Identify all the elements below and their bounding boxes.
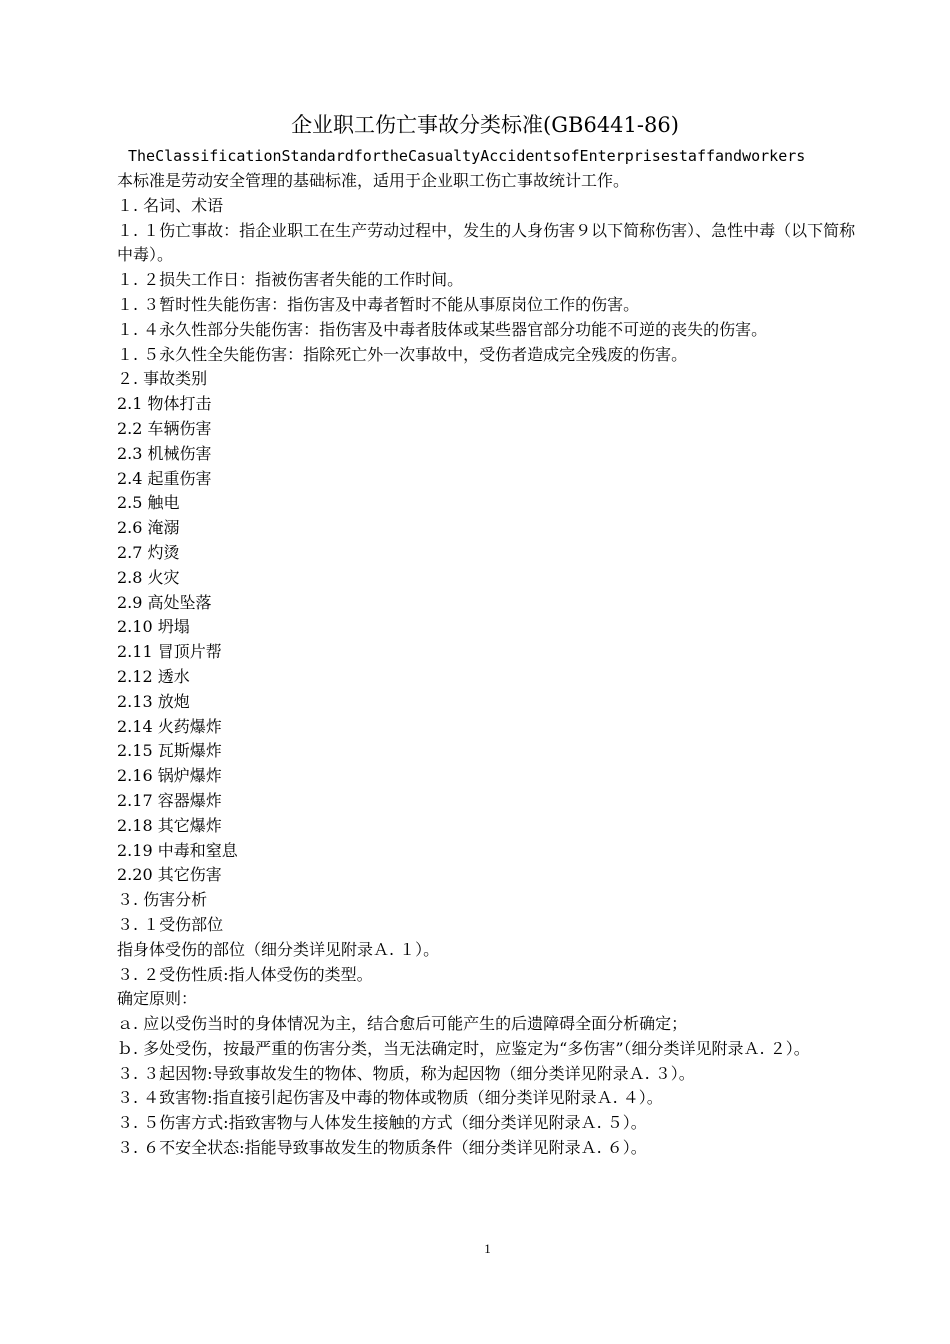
list-item: 2.1 物体打击: [117, 394, 212, 414]
paragraph: ３. ４致害物:指直接引起伤害及中毒的物体或物质（细分类详见附录Ａ. ４）。: [117, 1088, 663, 1108]
list-item: 2.12 透水: [117, 666, 190, 686]
list-item: 2.2 车辆伤害: [117, 418, 212, 438]
list-item: 2.8 火灾: [117, 567, 180, 587]
list-item: 2.9 高处坠落: [117, 592, 212, 612]
list-item: 2.4 起重伤害: [117, 468, 212, 488]
paragraph: ３. ３起因物:导致事故发生的物体、物质，称为起因物（细分类详见附录Ａ. ３）。: [117, 1063, 695, 1083]
section-heading: ２. 事故类别: [117, 369, 208, 389]
list-item: 2.18 其它爆炸: [117, 815, 222, 835]
paragraph: ３. ５伤害方式:指致害物与人体发生接触的方式（细分类详见附录Ａ. ５）。: [117, 1113, 647, 1133]
paragraph: １. ３暂时性失能伤害：指伤害及中毒者暂时不能从事原岗位工作的伤害。: [117, 294, 640, 314]
document-body: [117, 169, 867, 1161]
section-heading: ３. 伤害分析: [117, 890, 208, 910]
paragraph: ３. ２受伤性质:指人体受伤的类型。: [117, 964, 373, 984]
paragraph: １. １伤亡事故：指企业职工在生产劳动过程中，发生的人身伤害９以下简称伤害）、急性中毒（以下简称中毒）。: [117, 220, 856, 265]
paragraph: １. ２损失工作日：指被伤害者失能的工作时间。: [117, 270, 464, 290]
page-number: 1: [484, 1241, 491, 1256]
document-title: 企业职工伤亡事故分类标准(GB6441-86): [291, 113, 679, 137]
paragraph: １. ５永久性全失能伤害：指除死亡外一次事故中，受伤者造成完全残废的伤害。: [117, 344, 688, 364]
subsection-heading: ３. １受伤部位: [117, 914, 224, 934]
paragraph: １. ４永久性部分失能伤害：指伤害及中毒者肢体或某些器官部分功能不可逆的丧失的伤害。: [117, 319, 768, 339]
list-item: 2.17 容器爆炸: [117, 790, 222, 810]
list-item: 2.3 机械伤害: [117, 443, 212, 463]
list-item: 2.16 锅炉爆炸: [117, 766, 222, 786]
paragraph: ３. ６不安全状态:指能导致事故发生的物质条件（细分类详见附录Ａ. ６）。: [117, 1138, 647, 1158]
paragraph: ｂ. 多处受伤，按最严重的伤害分类，当无法确定时，应鉴定为“多伤害”（细分类详见附录Ａ. ２）。: [117, 1038, 810, 1058]
list-item: 2.15 瓦斯爆炸: [117, 741, 222, 761]
list-item: 2.11 冒顶片帮: [117, 642, 222, 662]
section-heading: １. 名词、术语: [117, 195, 224, 215]
list-item: 2.14 火药爆炸: [117, 716, 222, 736]
list-item: 2.13 放炮: [117, 691, 190, 711]
list-item: 2.19 中毒和窒息: [117, 840, 238, 860]
paragraph: 本标准是劳动安全管理的基础标准，适用于企业职工伤亡事故统计工作。: [117, 171, 630, 190]
paragraph: ａ. 应以受伤当时的身体情况为主，结合愈后可能产生的后遗障碍全面分析确定；: [117, 1014, 688, 1034]
document-subtitle: TheClassificationStandardfortheCasualtyAccidentsofEnterprisestaffandworkers: [128, 147, 806, 165]
list-item: 2.7 灼烫: [117, 542, 180, 562]
list-item: 2.10 坍塌: [117, 617, 190, 637]
paragraph: 确定原则：: [117, 989, 198, 1009]
paragraph: 指身体受伤的部位（细分类详见附录Ａ. １）。: [117, 939, 440, 959]
list-item: 2.6 淹溺: [117, 518, 180, 538]
list-item: 2.5 触电: [117, 493, 180, 513]
list-item: 2.20 其它伤害: [117, 865, 222, 885]
